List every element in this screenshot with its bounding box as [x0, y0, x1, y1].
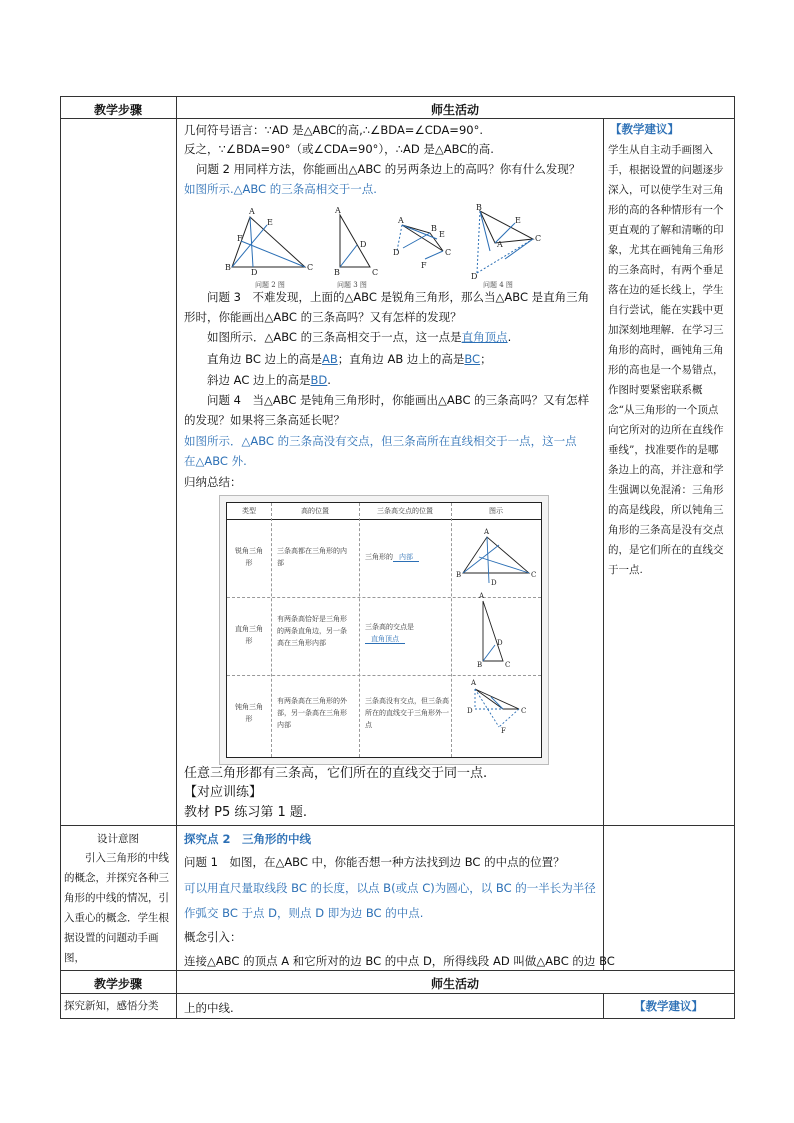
question-3-a: 问题 3 不难发现，上面的△ABC 是锐角三角形，那么当△ABC 是直角三角 — [207, 290, 590, 304]
answer-4-b: 在△ABC 外. — [184, 454, 247, 468]
svg-text:D: D — [491, 579, 497, 587]
blank-ab: AB — [322, 352, 338, 366]
section2-title: 探究点 2 三角形的中线 — [184, 832, 312, 846]
row3-type: 钝角三角形 — [235, 703, 263, 723]
conclusion: 任意三角形都有三条高，它们所在的直线交于同一点. — [184, 766, 488, 781]
svg-text:D: D — [360, 240, 367, 249]
svg-text:E: E — [267, 218, 273, 227]
converse-statement: 反之，∵∠BDA=90°（或∠CDA=90°），∴AD 是△ABC的高. — [184, 142, 494, 156]
th-type: 类型 — [242, 507, 256, 515]
answer-3-c: 斜边 AC 边上的高是BD. — [207, 373, 331, 387]
teaching-suggestion-tag: 【教学建议】 — [610, 122, 679, 136]
summary-table — [219, 495, 549, 765]
row2-type: 直角三角形 — [235, 625, 263, 645]
svg-text:B: B — [456, 571, 462, 579]
footer-main-text: 上的中线. — [184, 1001, 234, 1015]
concept-intro: 概念引入： — [184, 930, 242, 944]
answer-4-a: 如图所示．△ABC 的三条高没有交点，但三条高所在直线相交于一点，这一点 — [184, 434, 577, 448]
th-position: 高的位置 — [301, 507, 329, 515]
design-intent-text: 引入三角形的中线的概念，并探究各种三角形的中线的情况，引入重心的概念．学生根据设置的问题动手画图， — [64, 852, 169, 964]
footer-left-text: 探究新知，感悟分类 — [64, 1000, 159, 1012]
svg-text:D: D — [471, 272, 478, 281]
svg-text:D: D — [467, 707, 473, 715]
svg-text:F: F — [237, 234, 243, 243]
svg-text:A: A — [398, 216, 404, 225]
svg-text:C: C — [505, 661, 511, 669]
row1-intersection: 三角形的 内部 — [365, 551, 449, 563]
row1-position: 三条高都在三角形的内部 — [277, 547, 347, 567]
question-4-b: 的发现？如果将三条高延长呢？ — [184, 413, 345, 427]
svg-text:A: A — [479, 592, 485, 600]
svg-text:A: A — [471, 679, 477, 687]
svg-text:C: C — [307, 263, 314, 272]
answer-3-a: 如图所示．△ABC 的三条高相交于一点，这一点是直角顶点. — [207, 330, 512, 344]
question-4-a: 问题 4 当△ABC 是钝角三角形时，你能画出△ABC 的三条高吗？又有怎样 — [207, 393, 590, 407]
svg-text:C: C — [521, 707, 527, 715]
triangle-figures — [215, 203, 555, 289]
svg-text:D: D — [393, 248, 400, 257]
row2-intersection: 三条高的交点是 直角顶点 — [365, 623, 414, 643]
svg-text:F: F — [501, 727, 506, 735]
header-activity: 师生活动 — [430, 103, 479, 117]
section2-question-1: 问题 1 如图，在△ABC 中，你能否想一种方法找到边 BC 的中点的位置？ — [184, 855, 565, 869]
th-figure: 图示 — [489, 507, 503, 515]
svg-text:E: E — [515, 216, 521, 225]
svg-text:A: A — [497, 240, 503, 249]
header-step: 教学步骤 — [93, 103, 142, 117]
svg-text:D: D — [251, 268, 258, 277]
row3-intersection: 三条高没有交点，但三条高所在的直线交于三角形外一点 — [365, 697, 449, 729]
design-intent-title: 设计意图 — [97, 833, 139, 845]
th-intersection: 三条高交点的位置 — [377, 507, 433, 515]
question-3-b: 形时，你能画出△ABC 的三条高吗？又有怎样的发现？ — [184, 310, 462, 324]
svg-text:A: A — [335, 206, 341, 215]
svg-text:C: C — [535, 234, 542, 243]
svg-text:C: C — [372, 268, 379, 277]
blank-right-vertex: 直角顶点 — [461, 330, 508, 344]
blank-bd: BD — [310, 373, 328, 387]
svg-text:B: B — [431, 224, 437, 233]
caption-fig3: 问题 3 图 — [337, 281, 367, 289]
svg-text:F: F — [421, 261, 427, 270]
question-2: 问题 2 用同样方法，你能画出△ABC 的另两条边上的高吗？你有什么发现？ — [196, 162, 581, 176]
svg-text:B: B — [477, 661, 483, 669]
row2-position: 有两条高恰好是三角形的两条直角边，另一条高在三角形内部 — [277, 615, 347, 647]
svg-text:B: B — [476, 203, 482, 212]
footer-header-activity: 师生活动 — [430, 977, 479, 991]
exercise: 教材 P5 练习第 1 题. — [184, 805, 308, 820]
svg-text:D: D — [497, 639, 503, 647]
svg-text:B: B — [334, 268, 340, 277]
blank-bc: BC — [464, 352, 481, 366]
svg-text:B: B — [225, 263, 231, 272]
answer-3-b: 直角边 BC 边上的高是AB；直角边 AB 边上的高是BC； — [207, 352, 492, 366]
row1-type: 锐角三角形 — [235, 547, 263, 567]
footer-tag: 【教学建议】 — [634, 999, 703, 1013]
svg-text:A: A — [484, 528, 490, 536]
svg-text:C: C — [531, 571, 537, 579]
row3-position: 有两条高在三角形的外部，另一条高在三角形内部 — [277, 697, 347, 729]
row-figures — [453, 521, 541, 755]
caption-fig2: 问题 2 图 — [255, 281, 285, 289]
caption-fig4: 问题 4 图 — [483, 281, 513, 289]
training-heading: 【对应训练】 — [184, 785, 263, 800]
teaching-suggestion-text: 学生从自主动手画图入手，根据设置的问题逐步深入，可以使学生对三角形的高的各种情形有一个更直观的了解和清晰的印象，尤其在画钝角三角形的三条高时，有两个垂足落在边的延长线上，学生自行尝试，能在实践中更加深刻地理解．在学习三角形的高时，画钝角三角形的高也是一个易错点，作图时要紧密联系概念“从三角形的一个顶点向它所对的边所在直线作垂线”，找准要作的是哪条边上的高，并注意和学生强调以免混淆：三角形的高是线段，所以钝角三角形的三条高是没有交点的，是它们所在的直线交于一点. — [608, 144, 724, 576]
summary-heading: 归纳总结： — [184, 475, 242, 489]
symbol-language: 几何符号语言：∵AD 是△ABC的高,∴∠BDA=∠CDA=90°. — [184, 123, 483, 137]
svg-text:C: C — [445, 248, 452, 257]
footer-header-step: 教学步骤 — [93, 977, 142, 991]
answer-2: 如图所示.△ABC 的三条高相交于一点. — [184, 182, 377, 196]
section2-answer-1b: 作弧交 BC 于点 D，则点 D 即为边 BC 的中点. — [184, 906, 424, 920]
svg-text:E: E — [439, 230, 445, 239]
svg-text:A: A — [249, 207, 255, 216]
section2-answer-1a: 可以用直尺量取线段 BC 的长度，以点 B(或点 C)为圆心，以 BC 的一半长为半径 — [184, 881, 596, 895]
median-definition: 连接△ABC 的顶点 A 和它所对的边 BC 的中点 D，所得线段 AD 叫做△ABC 的边 BC — [184, 954, 615, 968]
